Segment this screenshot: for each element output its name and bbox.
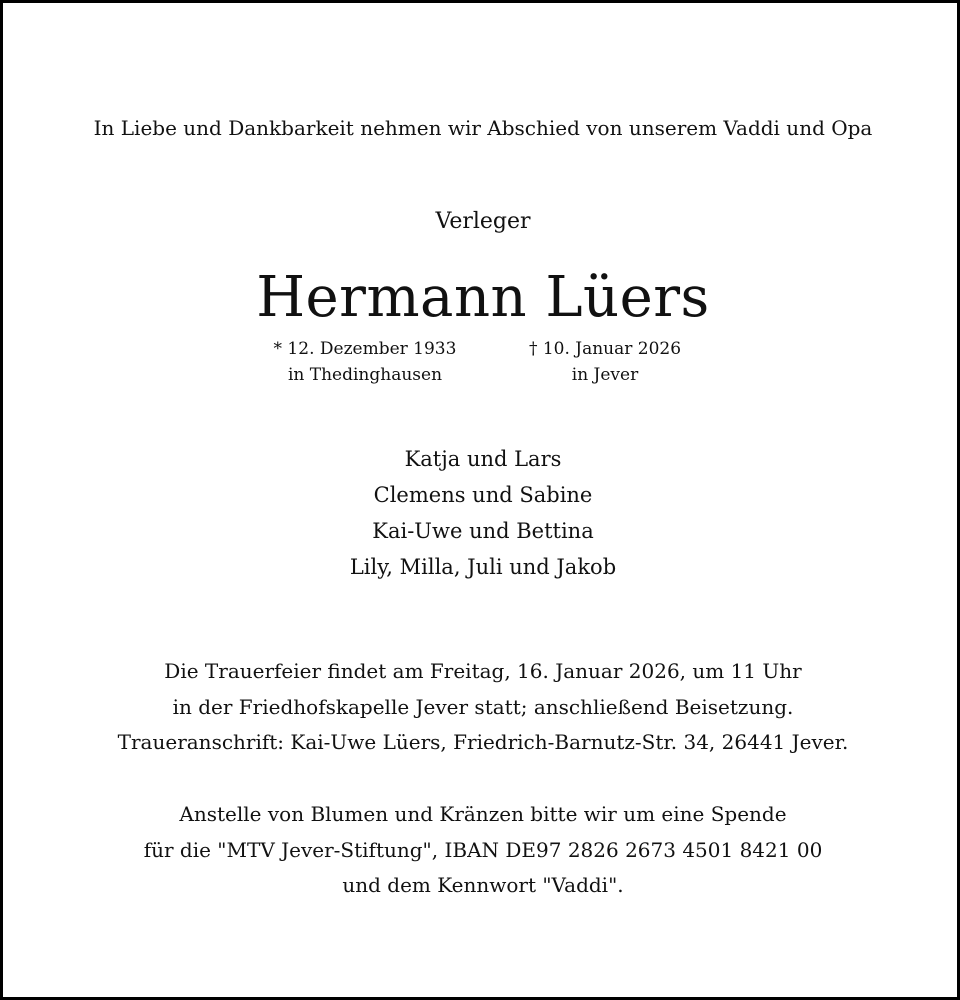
donation-iban: für die "MTV Jever-Stiftung", IBAN DE97 2826 2673 4501 8421 00: [143, 837, 823, 862]
mourner-line: Lily, Milla, Juli und Jakob: [349, 555, 617, 579]
birth-place: in Thedinghausen: [287, 365, 443, 385]
mourner-line: Katja und Lars: [404, 447, 562, 471]
funeral-line: in der Friedhofskapelle Jever statt; anschließend Beisetzung.: [172, 694, 794, 719]
death-date: † 10. Januar 2026: [528, 339, 682, 359]
funeral-line: Die Trauerfeier findet am Freitag, 16. Januar 2026, um 11 Uhr: [164, 659, 802, 683]
mourners-list: [3, 441, 960, 585]
mourner-line: Clemens und Sabine: [373, 483, 593, 507]
deceased-role: Verleger: [435, 209, 531, 234]
death-place: in Jever: [571, 365, 639, 385]
deceased-name: Hermann Lüers: [256, 265, 710, 330]
funeral-address: Traueranschrift: Kai-Uwe Lüers, Friedrich-Barnutz-Str. 34, 26441 Jever.: [117, 730, 849, 754]
birth-info: [265, 336, 465, 388]
intro-text: In Liebe und Dankbarkeit nehmen wir Abschied von unserem Vaddi und Opa: [93, 116, 873, 140]
death-info: [515, 336, 695, 388]
funeral-info: [3, 654, 960, 761]
birth-date: * 12. Dezember 1933: [273, 339, 457, 359]
donation-info: [3, 797, 960, 904]
mourner-line: Kai-Uwe und Bettina: [372, 519, 594, 543]
donation-keyword: und dem Kennwort "Vaddi".: [342, 873, 624, 897]
donation-line: Anstelle von Blumen und Kränzen bitte wir um eine Spende: [179, 802, 787, 826]
